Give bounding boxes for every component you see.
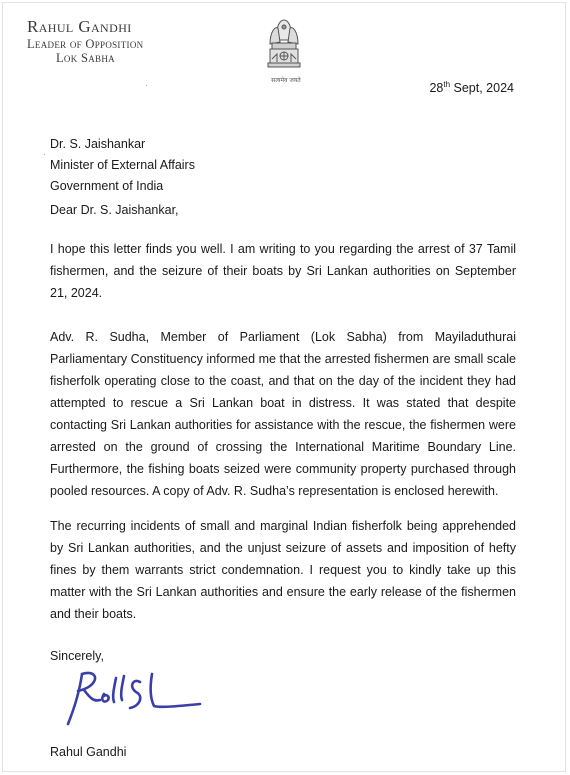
recipient-address (50, 134, 195, 197)
letter-date: 28th Sept, 2024 (429, 80, 514, 96)
emblem-motto: सत्यमेव जयते (271, 77, 301, 84)
scan-dot: · (43, 149, 46, 159)
letterhead-house: Lok Sabha (56, 51, 115, 65)
scan-dot: · (145, 80, 148, 90)
closing: Sincerely, (50, 649, 104, 663)
recipient-organization: Government of India (50, 179, 164, 193)
letterhead-title: Leader of Opposition (27, 37, 144, 51)
body-paragraph: The recurring incidents of small and marginal Indian fisherfolk being apprehended by Sri Lankan authorities, and the unjust seizure of assets and imposition of hefty fines by them warrants strict condemnation. I request you to kindly take up this matter with the Sri Lankan authorities and ensure the early release of the fishermen and their boats. (50, 519, 516, 621)
body-paragraph: Adv. R. Sudha, Member of Parliament (Lok Sabha) from Mayiladuthurai Parliamentary Constituency informed me that the arrested fishermen are small scale fisherfolk operating close to the coast, and that on the day of the incident they had attempted to rescue a Sri Lankan boat in distress. It was stated that despite contacting Sri Lankan authorities for assistance with the rescue, the fishermen were arrested on the ground of crossing the International Maritime Boundary Line. Furthermore, the fishing boats seized were community property purchased through pooled resources. A copy of Adv. R. Sudha’s representation is enclosed herewith. (50, 330, 516, 498)
recipient-position: Minister of External Affairs (50, 158, 195, 172)
recipient-name: Dr. S. Jaishankar (50, 137, 146, 151)
salutation: Dear Dr. S. Jaishankar, (50, 203, 179, 217)
signer-name: Rahul Gandhi (50, 745, 127, 759)
letterhead-name: Rahul Gandhi (27, 17, 132, 36)
signature (60, 664, 220, 728)
body-paragraph: I hope this letter finds you well. I am writing to you regarding the arrest of 37 Tamil fishermen, and the seizure of their boats by Sri Lankan authorities on September 21, 2024. (50, 242, 516, 300)
letterhead (27, 17, 143, 65)
